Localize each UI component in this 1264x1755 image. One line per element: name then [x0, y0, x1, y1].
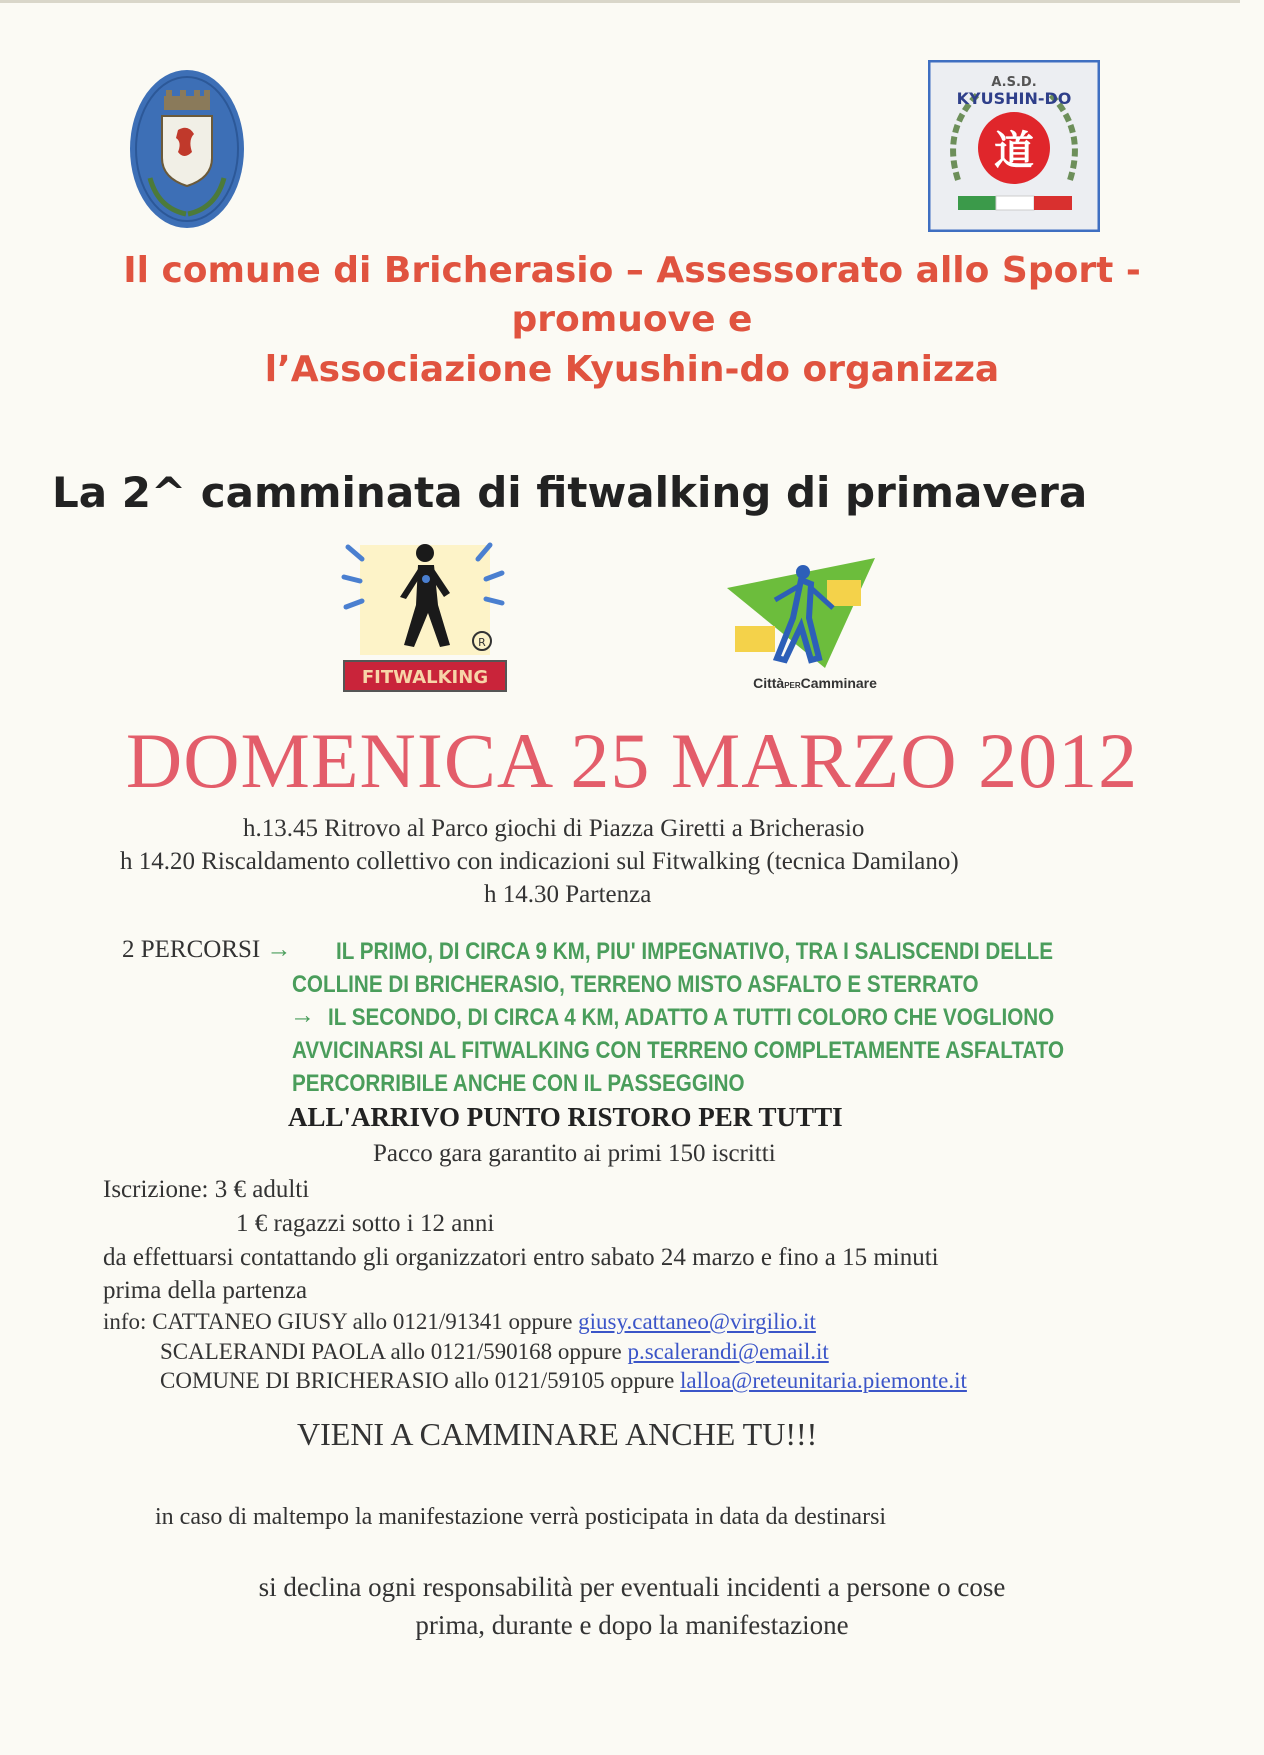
citta-per-camminare-logo — [715, 548, 895, 708]
info-contact-1-text: info: CATTANEO GIUSY allo 0121/91341 oppure — [103, 1309, 573, 1334]
route-2-line-2: AVVICINARSI AL FITWALKING CON TERRENO COMPLETAMENTE ASFALTATO — [292, 1037, 1065, 1064]
email-link-comune[interactable]: lalloa@reteunitaria.piemonte.it — [680, 1368, 967, 1393]
routes-label-text: 2 PERCORSI — [122, 936, 261, 963]
route-1-line-2: COLLINE DI BRICHERASIO, TERRENO MISTO ASFALTO E STERRATO — [292, 971, 979, 998]
arrival-refreshment: ALL'ARRIVO PUNTO RISTORO PER TUTTI — [288, 1102, 843, 1132]
schedule-line-3: h 14.30 Partenza — [484, 881, 652, 908]
call-to-action: VIENI A CAMMINARE ANCHE TU!!! — [297, 1416, 818, 1452]
info-contact-1 — [103, 1309, 816, 1335]
svg-text:R: R — [478, 636, 486, 649]
kyushin-name-text: KYUSHIN-DO — [956, 89, 1072, 108]
top-border — [0, 0, 1240, 3]
registration-line-1: Iscrizione: 3 € adulti — [103, 1176, 310, 1203]
route-1-arrow-icon: → — [266, 936, 292, 963]
svg-text:CittàPERCamminare — [753, 675, 877, 691]
schedule-line-1: h.13.45 Ritrovo al Parco giochi di Piazza Giretti a Bricherasio — [243, 815, 865, 842]
route-2-arrow-icon: → — [290, 1002, 315, 1029]
kyushin-do-logo — [928, 60, 1100, 232]
email-link-scalerandi[interactable]: p.scalerandi@email.it — [627, 1339, 829, 1364]
comune-crest-logo — [128, 68, 246, 230]
header-line-2: promuove e — [511, 299, 753, 340]
info-contact-3 — [160, 1368, 967, 1394]
routes-label — [122, 936, 291, 964]
info-contact-2-text: SCALERANDI PAOLA allo 0121/590168 oppure — [160, 1339, 622, 1364]
event-title: La 2^ camminata di fitwalking di primavera — [52, 468, 1088, 517]
route-2-arrow — [290, 1002, 315, 1030]
registration-line-4: prima della partenza — [103, 1277, 308, 1304]
header-line-3: l’Associazione Kyushin-do organizza — [264, 349, 1000, 390]
info-contact-2 — [160, 1339, 829, 1365]
citta-text-c: Camminare — [800, 675, 877, 691]
kyushin-kanji: 道 — [994, 128, 1034, 174]
race-pack: Pacco gara garantito ai primi 150 iscritti — [373, 1140, 776, 1167]
fitwalking-logo-text: FITWALKING — [361, 667, 489, 688]
event-date: DOMENICA 25 MARZO 2012 — [125, 717, 1139, 804]
route-2-line-1: IL SECONDO, DI CIRCA 4 KM, ADATTO A TUTTI COLORO CHE VOGLIONO — [328, 1004, 1055, 1031]
disclaimer-line-2: prima, durante e dopo la manifestazione — [415, 1610, 849, 1640]
header-line-1: Il comune di Bricherasio – Assessorato allo Sport - — [123, 250, 1141, 291]
registration-line-2: 1 € ragazzi sotto i 12 anni — [236, 1210, 495, 1237]
citta-text-a: Città — [753, 675, 785, 691]
registration-line-3: da effettuarsi contattando gli organizzatori entro sabato 24 marzo e fino a 15 minuti — [103, 1244, 939, 1271]
route-2-line-3: PERCORRIBILE ANCHE CON IL PASSEGGINO — [292, 1070, 745, 1097]
citta-text-b: PER — [784, 681, 801, 690]
schedule-line-2: h 14.20 Riscaldamento collettivo con indicazioni sul Fitwalking (tecnica Damilano) — [120, 848, 959, 875]
weather-notice: in caso di maltempo la manifestazione verrà posticipata in data da destinarsi — [155, 1504, 887, 1530]
disclaimer-line-1: si declina ogni responsabilità per eventuali incidenti a persone o cose — [258, 1572, 1006, 1602]
email-link-cattaneo[interactable]: giusy.cattaneo@virgilio.it — [578, 1309, 816, 1334]
kyushin-asd-text: A.S.D. — [991, 75, 1037, 90]
fitwalking-logo — [340, 535, 510, 705]
route-1-line-1: IL PRIMO, DI CIRCA 9 KM, PIU' IMPEGNATIVO, TRA I SALISCENDI DELLE — [336, 938, 1054, 965]
info-contact-3-text: COMUNE DI BRICHERASIO allo 0121/59105 oppure — [160, 1368, 675, 1393]
